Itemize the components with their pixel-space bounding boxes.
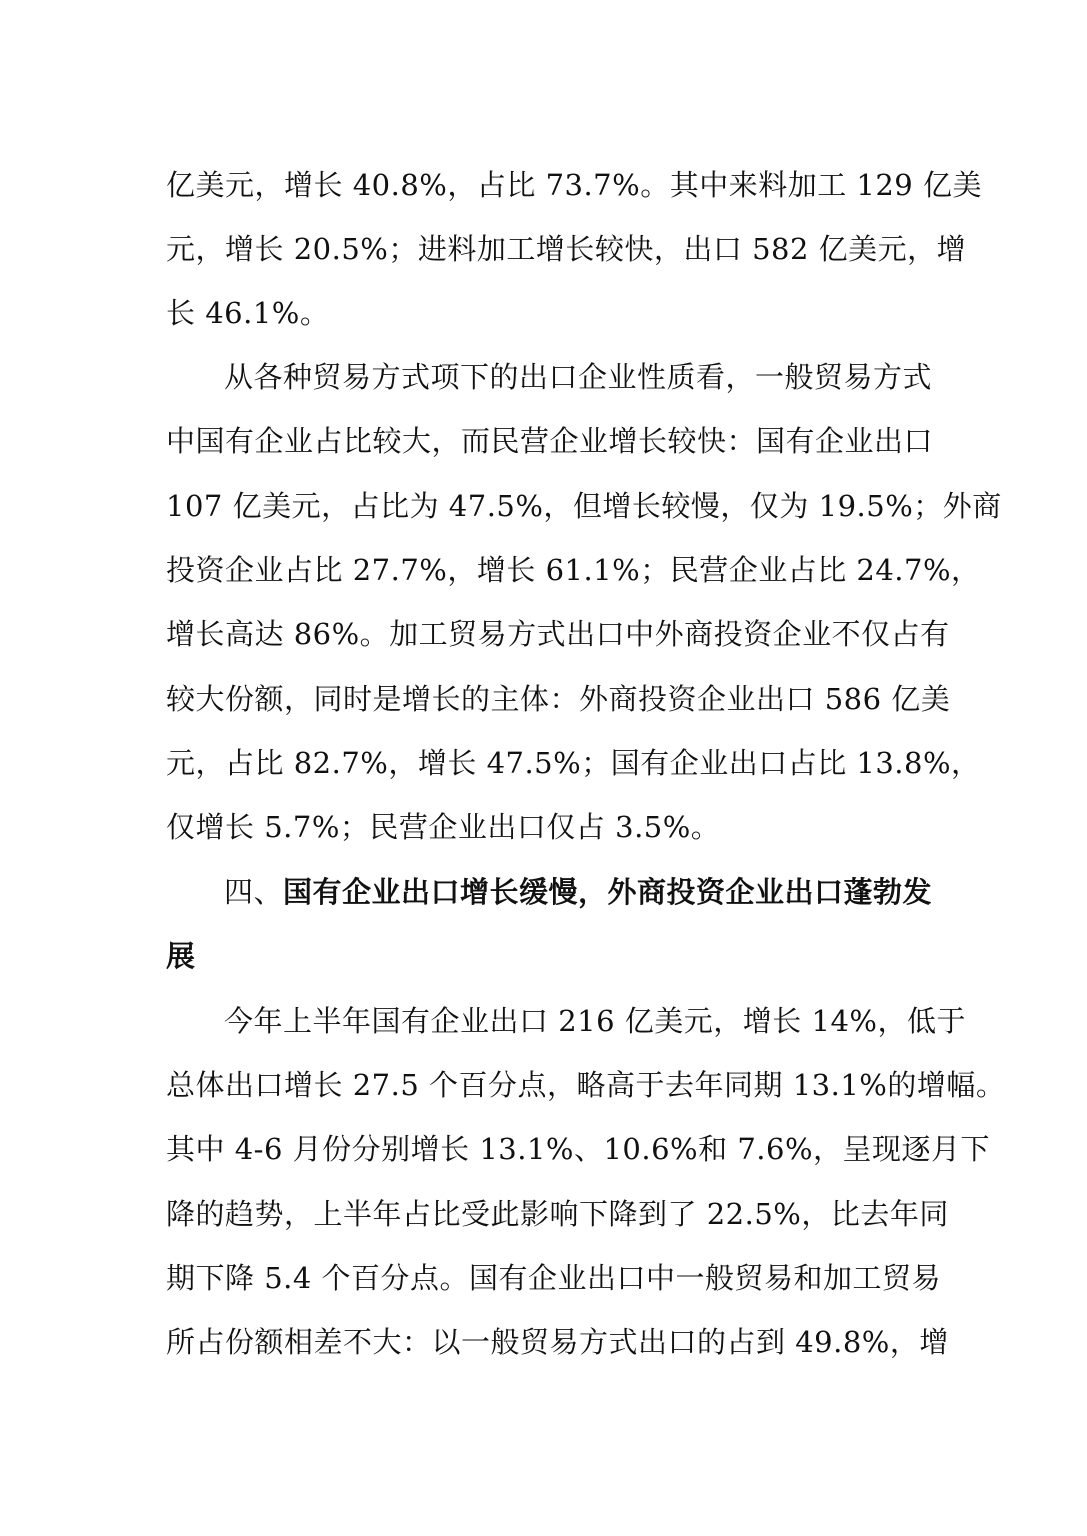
section-heading [224,872,933,912]
paragraph-line: 中国有企业占比较大，而民营企业增长较快：国有企业出口 [166,424,934,458]
section-number: 四、 [224,875,284,909]
paragraph-line: 降的趋势，上半年占比受此影响下降到了 22.5%，比去年同 [166,1197,949,1231]
paragraph-line: 元，增长 20.5%；进料加工增长较快，出口 582 亿美元，增 [166,232,967,266]
paragraph-line: 增长高达 86%。加工贸易方式出口中外商投资企业不仅占有 [166,617,950,651]
section-title: 国有企业出口增长缓慢，外商投资企业出口蓬勃发 [283,875,933,909]
paragraph-line: 107 亿美元，占比为 47.5%，但增长较慢，仅为 19.5%；外商 [166,489,1002,523]
paragraph-line: 从各种贸易方式项下的出口企业性质看，一般贸易方式 [224,360,933,394]
paragraph-line: 今年上半年国有企业出口 216 亿美元，增长 14%，低于 [224,1004,966,1038]
paragraph-line: 较大份额，同时是增长的主体：外商投资企业出口 586 亿美 [166,682,951,716]
paragraph-line: 投资企业占比 27.7%，增长 61.1%；民营企业占比 24.7%， [166,553,981,587]
section-title-continued: 展 [166,939,196,973]
paragraph-line: 总体出口增长 27.5 个百分点，略高于去年同期 13.1%的增幅。 [166,1068,1006,1102]
paragraph-line: 所占份额相差不大：以一般贸易方式出口的占到 49.8%，增 [166,1325,949,1359]
paragraph-line: 仅增长 5.7%；民营企业出口仅占 3.5%。 [166,810,721,844]
paragraph-line: 亿美元，增长 40.8%，占比 73.7%。其中来料加工 129 亿美 [166,168,982,202]
paragraph-line: 其中 4-6 月份分别增长 13.1%、10.6%和 7.6%，呈现逐月下 [166,1132,991,1166]
paragraph-line: 元，占比 82.7%，增长 47.5%；国有企业出口占比 13.8%， [166,746,981,780]
paragraph-line: 长 46.1%。 [166,296,330,330]
paragraph-line: 期下降 5.4 个百分点。国有企业出口中一般贸易和加工贸易 [166,1261,942,1295]
